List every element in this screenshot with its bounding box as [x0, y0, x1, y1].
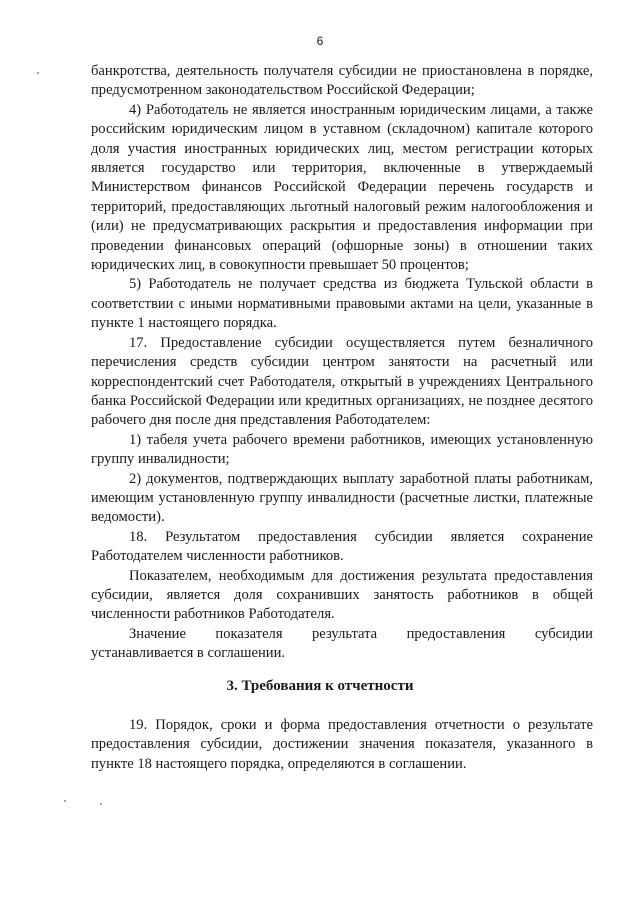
- scan-speck: [64, 800, 66, 802]
- paragraph: 17. Предоставление субсидии осуществляется путем безналичного перечисления средств субсидии центром занятости на расчетный или корреспондентский счет Работодателя, открытый в учреждениях Центрального банка Российской Федерации или кредитных организациях, не позднее десятого рабочего дня после дня представления Работодателем:: [91, 334, 593, 429]
- paragraph: 1) табеля учета рабочего времени работников, имеющих установленную группу инвалидности;: [91, 431, 593, 468]
- paragraph: Значение показателя результата предоставления субсидии устанавливается в соглашении.: [91, 625, 593, 662]
- document-body: [91, 62, 593, 664]
- paragraph: 5) Работодатель не получает средства из бюджета Тульской области в соответствии с иными нормативными правовыми актами на цели, указанные в пункте 1 настоящего порядка.: [91, 276, 593, 332]
- document-body-after-heading: [91, 716, 593, 774]
- scan-speck: [100, 803, 102, 805]
- paragraph: банкротства, деятельность получателя субсидии не приостановлена в порядке, предусмотренном законодательством Российской Федерации;: [91, 63, 593, 99]
- page-number: 6: [316, 34, 324, 48]
- section-heading: 3. Требования к отчетности: [226, 678, 414, 694]
- paragraph: 19. Порядок, сроки и форма предоставления отчетности о результате предоставления субсидии, достижении значения показателя, указанного в пункте 18 настоящего порядка, определяются в соглашении.: [91, 717, 593, 772]
- paragraph: 2) документов, подтверждающих выплату заработной платы работникам, имеющим установленную группу инвалидности (расчетные листки, платежные ведомости).: [91, 470, 593, 526]
- paragraph: 4) Работодатель не является иностранным юридическим лицами, а также российским юридическим лицом в уставном (складочном) капитале которого доля участия иностранных юридических лиц, местом регистрации которых является государство или территория, включенные в утверждаемый Министерством финансов Российской Федерации перечень государств и территорий, предоставляющих льготный налоговый режим налогообложения и (или) не предусматривающих раскрытия и предоставления информации при проведении финансовых операций (офшорные зоны) в отношении таких юридических лиц, в совокупности превышает 50 процентов;: [91, 101, 593, 274]
- paragraph: Показателем, необходимым для достижения результата предоставления субсидии, является доля сохранивших занятость работников в общей численности работников Работодателя.: [91, 567, 593, 623]
- paragraph: 18. Результатом предоставления субсидии является сохранение Работодателем численности работников.: [91, 528, 593, 565]
- scan-speck: [37, 72, 39, 74]
